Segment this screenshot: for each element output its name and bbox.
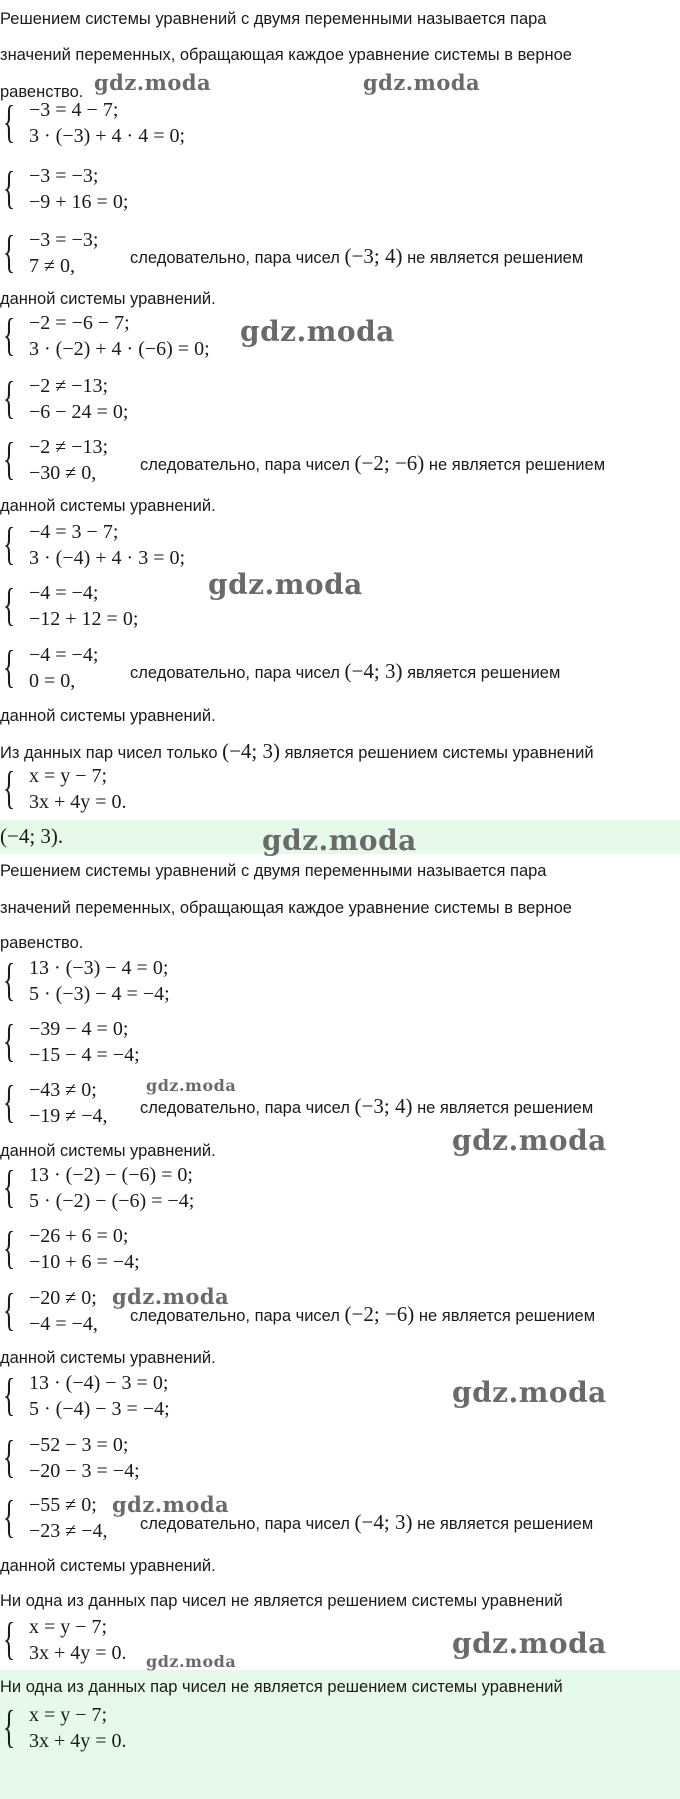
summary-1: Из данных пар чисел только (−4; 3) является решением системы уравнений [0, 739, 594, 763]
watermark-logo: gdz.moda [208, 568, 363, 601]
brace-icon: { [3, 762, 16, 813]
brace-icon: { [3, 1613, 16, 1664]
conclusion-2: следовательно, пара чисел (−2; −6) не является решением [140, 451, 606, 475]
watermark-logo: gdz.moda [240, 315, 395, 348]
conclusion-3: следовательно, пара чисел (−4; 3) является решением [130, 659, 561, 683]
brace-icon: { [3, 579, 16, 630]
definition2-line-2: значений переменных, обращающая каждое уравнение системы в верное [0, 899, 572, 917]
brace-icon: { [3, 1161, 16, 1212]
brace-icon: { [3, 96, 16, 147]
brace-icon: { [3, 1222, 16, 1273]
brace-icon: { [3, 1369, 16, 1420]
brace-icon: { [3, 433, 16, 484]
brace-icon: { [3, 372, 16, 423]
conclusion2-2: следовательно, пара чисел (−2; −6) не является решением [130, 1302, 596, 1326]
answer-2-text: Ни одна из данных пар чисел не является решением системы уравнений [0, 1678, 563, 1696]
watermark-logo: gdz.moda [94, 70, 212, 95]
brace-icon: { [3, 518, 16, 569]
conclusion-1-tail: данной системы уравнений. [0, 290, 216, 308]
brace-icon: { [3, 1431, 16, 1482]
brace-icon: { [3, 1015, 16, 1066]
watermark-logo: gdz.moda [452, 1627, 607, 1660]
conclusion2-1: следовательно, пара чисел (−3; 4) не является решением [140, 1094, 594, 1118]
brace-icon: { [3, 1284, 16, 1335]
brace-icon: { [3, 226, 16, 277]
summary-2: Ни одна из данных пар чисел не является решением системы уравнений [0, 1592, 563, 1610]
watermark-logo: gdz.moda [112, 1492, 230, 1517]
answer-1: (−4; 3). [0, 824, 64, 848]
conclusion2-3: следовательно, пара чисел (−4; 3) не является решением [140, 1510, 594, 1534]
conclusion-1: следовательно, пара чисел (−3; 4) не является решением [130, 244, 584, 268]
conclusion2-3-tail: данной системы уравнений. [0, 1557, 216, 1575]
brace-icon: { [3, 1491, 16, 1542]
definition-line-3: равенство. [0, 83, 84, 101]
brace-icon: { [3, 954, 16, 1005]
watermark-logo: gdz.moda [452, 1124, 607, 1157]
brace-icon: { [3, 309, 16, 360]
conclusion-2-tail: данной системы уравнений. [0, 497, 216, 515]
watermark-logo: gdz.moda [146, 1652, 237, 1671]
watermark-logo: gdz.moda [146, 1076, 237, 1095]
definition2-line-3: равенство. [0, 934, 84, 952]
brace-icon: { [3, 1076, 16, 1127]
watermark-logo: gdz.moda [262, 824, 417, 857]
watermark-logo: gdz.moda [452, 1376, 607, 1409]
watermark-logo: gdz.moda [363, 70, 481, 95]
watermark-logo: gdz.moda [112, 1284, 230, 1309]
conclusion2-1-tail: данной системы уравнений. [0, 1142, 216, 1160]
brace-icon: { [3, 641, 16, 692]
conclusion2-2-tail: данной системы уравнений. [0, 1349, 216, 1367]
definition-line-1: Решением системы уравнений с двумя переменными называется пара [0, 10, 547, 28]
brace-icon: { [3, 1701, 16, 1752]
definition2-line-1: Решением системы уравнений с двумя переменными называется пара [0, 862, 547, 880]
conclusion-3-tail: данной системы уравнений. [0, 707, 216, 725]
brace-icon: { [3, 162, 16, 213]
definition-line-2: значений переменных, обращающая каждое уравнение системы в верное [0, 46, 572, 64]
